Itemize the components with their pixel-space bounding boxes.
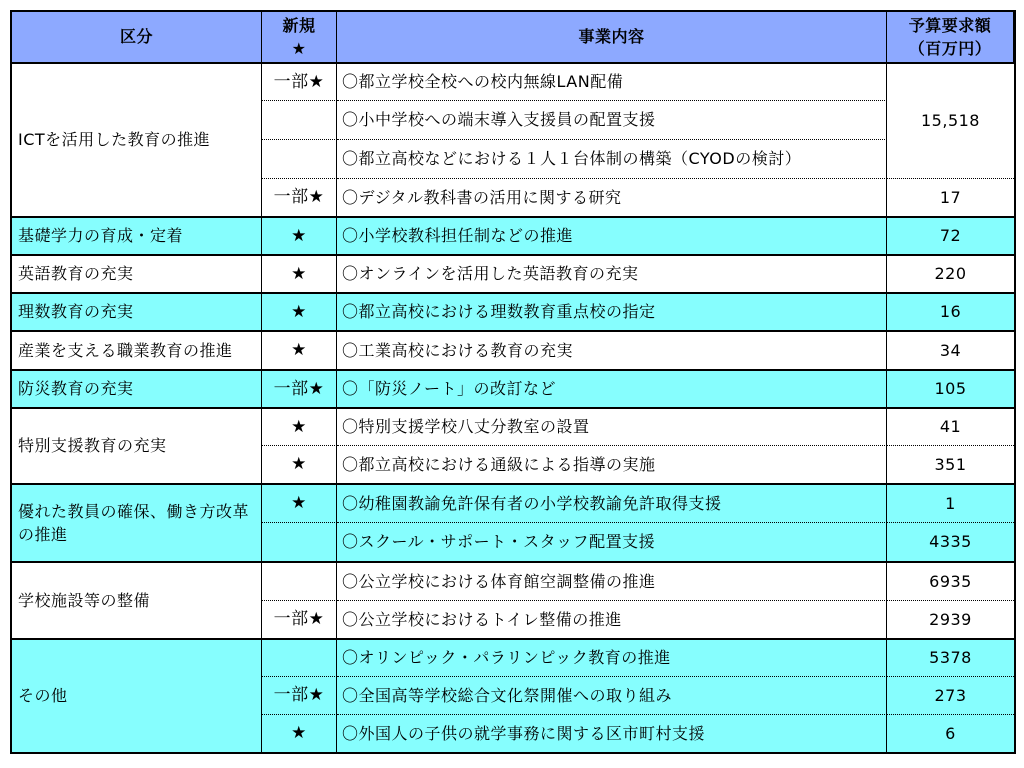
new-mark-cell (262, 561, 337, 600)
category-cell (12, 483, 262, 561)
new-mark-cell (262, 369, 337, 407)
new-mark-cell (262, 216, 337, 254)
new-mark: ★ (291, 454, 307, 475)
amount-value: 6935 (929, 571, 972, 591)
content-label: 〇幼稚園教諭免許保有者の小学校教諭免許取得支援 (342, 493, 722, 513)
content-label: 〇都立高校における理数教育重点校の指定 (342, 302, 656, 322)
category-cell (12, 407, 262, 483)
header-category (12, 12, 262, 62)
content-label: 〇特別支援学校八丈分教室の設置 (342, 417, 590, 437)
amount-cell (887, 561, 1014, 600)
amount-value: 273 (934, 685, 967, 705)
amount-cell (887, 254, 1014, 292)
new-mark: 一部★ (273, 609, 325, 630)
category-label: 産業を支える職業教育の推進 (18, 340, 233, 360)
amount-value: 17 (939, 187, 962, 207)
category-label: ICTを活用した教育の推進 (18, 130, 211, 150)
category-label: 特別支援教育の充実 (18, 436, 167, 456)
category-cell (12, 369, 262, 407)
category-cell (12, 62, 262, 216)
amount-value: 4335 (929, 532, 972, 552)
header-budget (887, 12, 1014, 62)
new-mark-cell (262, 638, 337, 676)
category-cell (12, 561, 262, 638)
new-mark: 一部★ (273, 378, 325, 399)
content-cell (337, 62, 887, 100)
content-label: 〇都立高校などにおける１人１台体制の構築（CYODの検討） (342, 149, 802, 169)
content-cell (337, 561, 887, 600)
new-mark-cell (262, 254, 337, 292)
amount-cell (887, 407, 1014, 445)
content-label: 〇小中学校への端末導入支援員の配置支援 (342, 110, 656, 130)
new-mark: ★ (291, 225, 307, 246)
content-cell (337, 483, 887, 522)
amount-value: 1 (945, 493, 956, 513)
new-mark-cell (262, 178, 337, 216)
amount-value: 6 (945, 723, 956, 743)
amount-cell (887, 369, 1014, 407)
category-cell (12, 330, 262, 369)
content-cell (337, 445, 887, 483)
amount-cell (887, 62, 1014, 178)
new-mark: 一部★ (273, 187, 325, 208)
content-label: 〇工業高校における教育の充実 (342, 340, 574, 360)
content-label: 〇「防災ノート」の改訂など (342, 379, 557, 399)
content-label: 〇小学校教科担任制などの推進 (342, 226, 574, 246)
content-cell (337, 100, 887, 139)
content-label: 〇デジタル教科書の活用に関する研究 (342, 187, 622, 207)
new-mark: ★ (291, 301, 307, 322)
new-mark-cell (262, 330, 337, 369)
header-new (262, 12, 337, 62)
amount-value: 220 (934, 264, 967, 284)
content-label: 〇全国高等学校総合文化祭開催への取り組み (342, 685, 673, 705)
category-label: 学校施設等の整備 (18, 590, 151, 610)
amount-value: 34 (939, 340, 962, 360)
content-label: 〇公立学校におけるトイレ整備の推進 (342, 609, 622, 629)
category-label: 防災教育の充実 (18, 379, 134, 399)
budget-table (10, 10, 1016, 754)
amount-cell (887, 522, 1014, 561)
category-cell (12, 638, 262, 752)
amount-cell (887, 600, 1014, 638)
header-category-label: 区分 (119, 27, 153, 47)
amount-cell (887, 638, 1014, 676)
content-label: 〇オンラインを活用した英語教育の充実 (342, 264, 639, 284)
new-mark: ★ (291, 723, 307, 744)
new-mark-cell (262, 139, 337, 178)
amount-cell (887, 330, 1014, 369)
content-label: 〇都立高校における通級による指導の実施 (342, 454, 656, 474)
amount-value: 351 (934, 454, 967, 474)
new-mark-cell (262, 407, 337, 445)
amount-value: 72 (939, 226, 962, 246)
category-label: 優れた教員の確保、働き方改革の推進 (18, 501, 250, 544)
new-mark-cell (262, 714, 337, 752)
header-budget-unit: （百万円） (908, 39, 992, 58)
content-cell (337, 178, 887, 216)
content-cell (337, 407, 887, 445)
content-cell (337, 676, 887, 714)
category-cell (12, 292, 262, 330)
new-mark-cell (262, 292, 337, 330)
content-cell (337, 292, 887, 330)
header-new-star: ★ (291, 39, 307, 58)
content-cell (337, 369, 887, 407)
amount-value: 15,518 (921, 111, 980, 131)
amount-cell (887, 292, 1014, 330)
header-content (337, 12, 887, 62)
new-mark: 一部★ (273, 71, 325, 92)
new-mark: ★ (291, 493, 307, 514)
content-cell (337, 600, 887, 638)
amount-cell (887, 445, 1014, 483)
content-cell (337, 714, 887, 752)
header-content-label: 事業内容 (578, 27, 645, 47)
new-mark-cell (262, 483, 337, 522)
content-cell (337, 330, 887, 369)
amount-value: 105 (934, 379, 967, 399)
category-cell (12, 216, 262, 254)
category-cell (12, 254, 262, 292)
new-mark-cell (262, 62, 337, 100)
new-mark-cell (262, 676, 337, 714)
amount-cell (887, 178, 1014, 216)
header-new-label: 新規 (282, 15, 316, 35)
content-cell (337, 522, 887, 561)
new-mark-cell (262, 100, 337, 139)
amount-cell (887, 483, 1014, 522)
amount-cell (887, 216, 1014, 254)
amount-cell (887, 714, 1014, 752)
amount-value: 2939 (929, 609, 972, 629)
category-label: 理数教育の充実 (18, 302, 134, 322)
new-mark: 一部★ (273, 685, 325, 706)
amount-value: 41 (939, 417, 962, 437)
content-cell (337, 216, 887, 254)
new-mark-cell (262, 600, 337, 638)
header-budget-label: 予算要求額 (908, 15, 992, 35)
amount-value: 5378 (929, 648, 972, 668)
content-label: 〇スクール・サポート・スタッフ配置支援 (342, 532, 656, 552)
new-mark-cell (262, 522, 337, 561)
category-label: その他 (18, 686, 68, 706)
content-label: 〇都立学校全校への校内無線LAN配備 (342, 72, 624, 92)
content-cell (337, 638, 887, 676)
new-mark: ★ (291, 340, 307, 361)
budget-grid (12, 12, 1014, 752)
content-label: 〇公立学校における体育館空調整備の推進 (342, 571, 656, 591)
amount-value: 16 (939, 302, 962, 322)
category-label: 英語教育の充実 (18, 264, 134, 284)
new-mark: ★ (291, 416, 307, 437)
category-label: 基礎学力の育成・定着 (18, 226, 184, 246)
content-cell (337, 254, 887, 292)
amount-cell (887, 676, 1014, 714)
content-label: 〇外国人の子供の就学事務に関する区市町村支援 (342, 723, 706, 743)
content-cell (337, 139, 887, 178)
new-mark: ★ (291, 263, 307, 284)
new-mark-cell (262, 445, 337, 483)
content-label: 〇オリンピック・パラリンピック教育の推進 (342, 648, 671, 668)
